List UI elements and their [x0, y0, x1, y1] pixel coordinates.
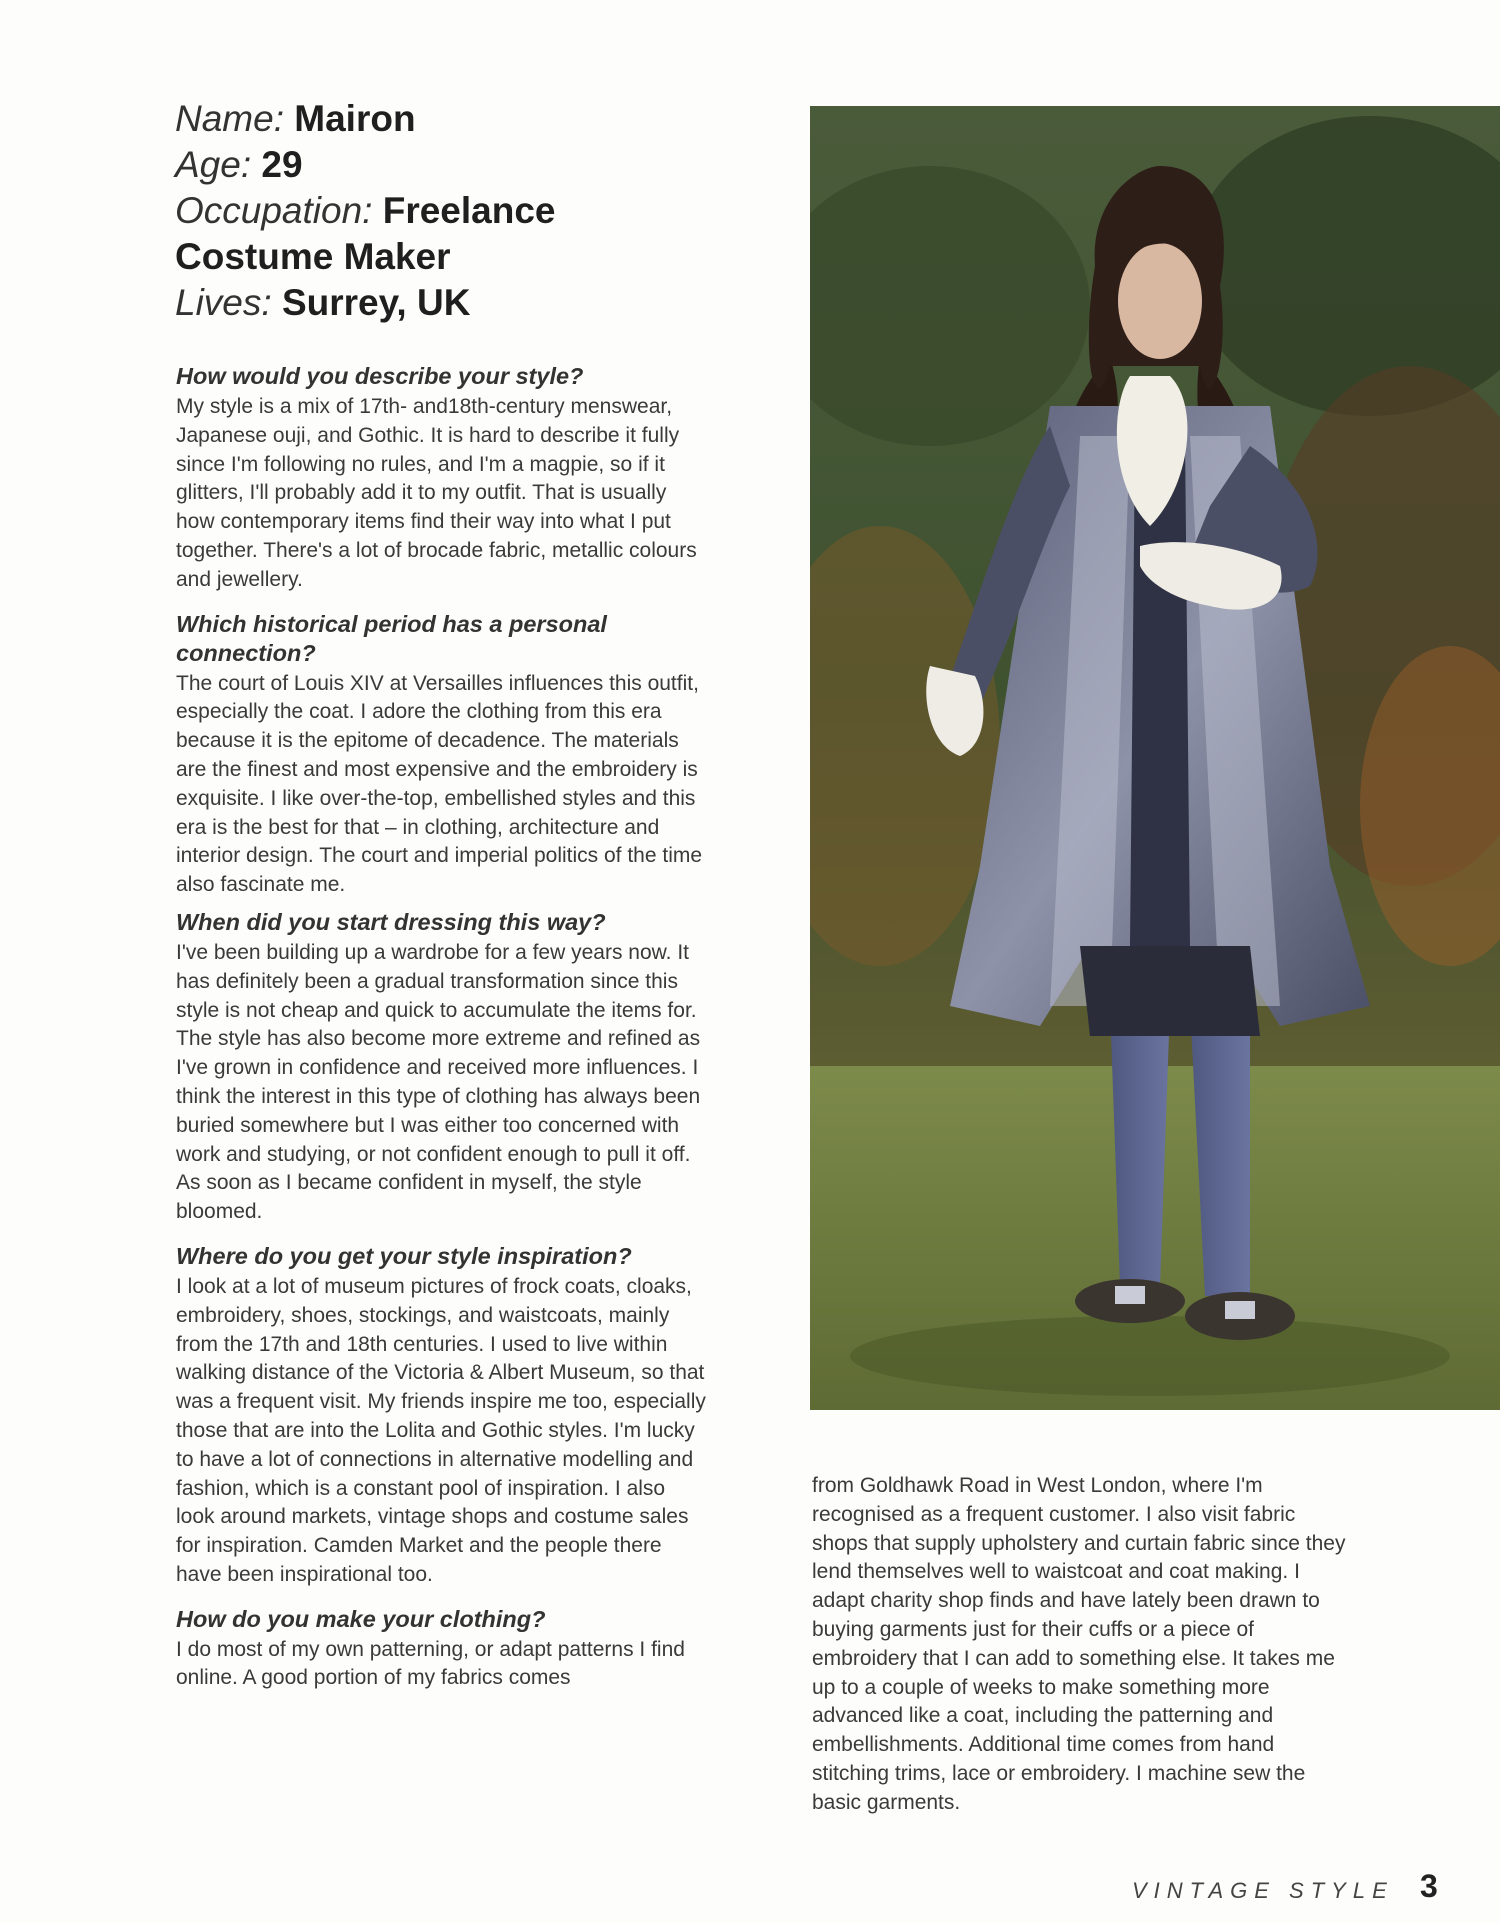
- lives-value: Surrey, UK: [281, 282, 471, 323]
- age-value: 29: [261, 144, 303, 185]
- interview-block: [176, 1605, 706, 1694]
- portrait-illustration: [810, 106, 1500, 1410]
- lives-row: [175, 280, 715, 326]
- interview-block: [176, 610, 706, 900]
- page-number: 3: [1420, 1868, 1438, 1904]
- occupation-row: [175, 188, 715, 280]
- question-heading: When did you start dressing this way?: [176, 908, 606, 935]
- question-heading: Where do you get your style inspiration?: [176, 1242, 632, 1269]
- answer-text: My style is a mix of 17th- and18th-century menswear, Japanese ouji, and Gothic. It is hard to describe it fully since I'm following no rules, and I'm a magpie, so if it glitters, I'll probably add it to my outfit. That is usually how contemporary items find their way into what I put together. There's a lot of brocade fabric, metallic colours and jewellery.: [176, 395, 697, 591]
- question-heading: How do you make your clothing?: [176, 1605, 546, 1632]
- answer-text: I look at a lot of museum pictures of frock coats, cloaks, embroidery, shoes, stockings, and waistcoats, mainly from the 17th and 18th centuries. I used to live within walking distance of the Victoria & Albert Museum, so that was a frequent visit. My friends inspire me too, especially those that are into the Lolita and Gothic styles. I'm lucky to have a lot of connections in alternative modelling and fashion, which is a constant pool of inspiration. I also look around markets, vintage shops and costume sales for inspiration. Camden Market and the people there have been inspirational too.: [176, 1274, 706, 1586]
- name-row: [175, 96, 715, 142]
- occupation-label: Occupation:: [175, 190, 373, 231]
- age-row: [175, 142, 715, 188]
- answer-text: I do most of my own patterning, or adapt patterns I find online. A good portion of my fabrics comes: [176, 1637, 685, 1690]
- occupation-value: Freelance Costume Maker: [175, 190, 556, 277]
- name-value: Mairon: [294, 98, 416, 139]
- interview-block: [176, 362, 706, 595]
- interview-block: [176, 908, 706, 1227]
- age-label: Age:: [175, 144, 252, 185]
- left-column: [176, 362, 706, 1708]
- portrait-photo: [810, 106, 1500, 1410]
- lives-label: Lives:: [175, 282, 272, 323]
- question-heading: Which historical period has a personal connection?: [176, 610, 607, 666]
- interview-block: [176, 1242, 706, 1590]
- right-column: [812, 1472, 1357, 1818]
- answer-text: The court of Louis XIV at Versailles influences this outfit, especially the coat. I adore the clothing from this era because it is the epitome of decadence. The materials are the finest and most expensive and the embroidery is exquisite. I like over-the-top, embellished styles and this era is the best for that – in clothing, architecture and interior design. The court and imperial politics of the time also fascinate me.: [176, 671, 703, 897]
- answer-text: I've been building up a wardrobe for a few years now. It has definitely been a gradual transformation since this style is not cheap and quick to accumulate the items for. The style has also become more extreme and refined as I've grown in confidence and received more influences. I think the interest in this type of clothing has always been buried somewhere but I was either too concerned with work and studying, or not confident enough to pull it off. As soon as I became confident in myself, the style bloomed.: [176, 940, 701, 1224]
- magazine-brand: VINTAGE STYLE: [1132, 1878, 1394, 1903]
- continuation-text: from Goldhawk Road in West London, where I'm recognised as a frequent customer. I also visit fabric shops that supply upholstery and curtain fabric since they lend themselves well to waistcoat and coat making. I adapt charity shop finds and have lately been drawn to buying garments just for their cuffs or a piece of embroidery that I can add to something else. It takes me up to a couple of weeks to make something more advanced like a coat, including the patterning and embellishments. Additional time comes from hand stitching trims, lace or embroidery. I machine sew the basic garments.: [812, 1474, 1346, 1814]
- question-heading: How would you describe your style?: [176, 363, 584, 389]
- name-label: Name:: [175, 98, 284, 139]
- profile-header: [175, 96, 715, 326]
